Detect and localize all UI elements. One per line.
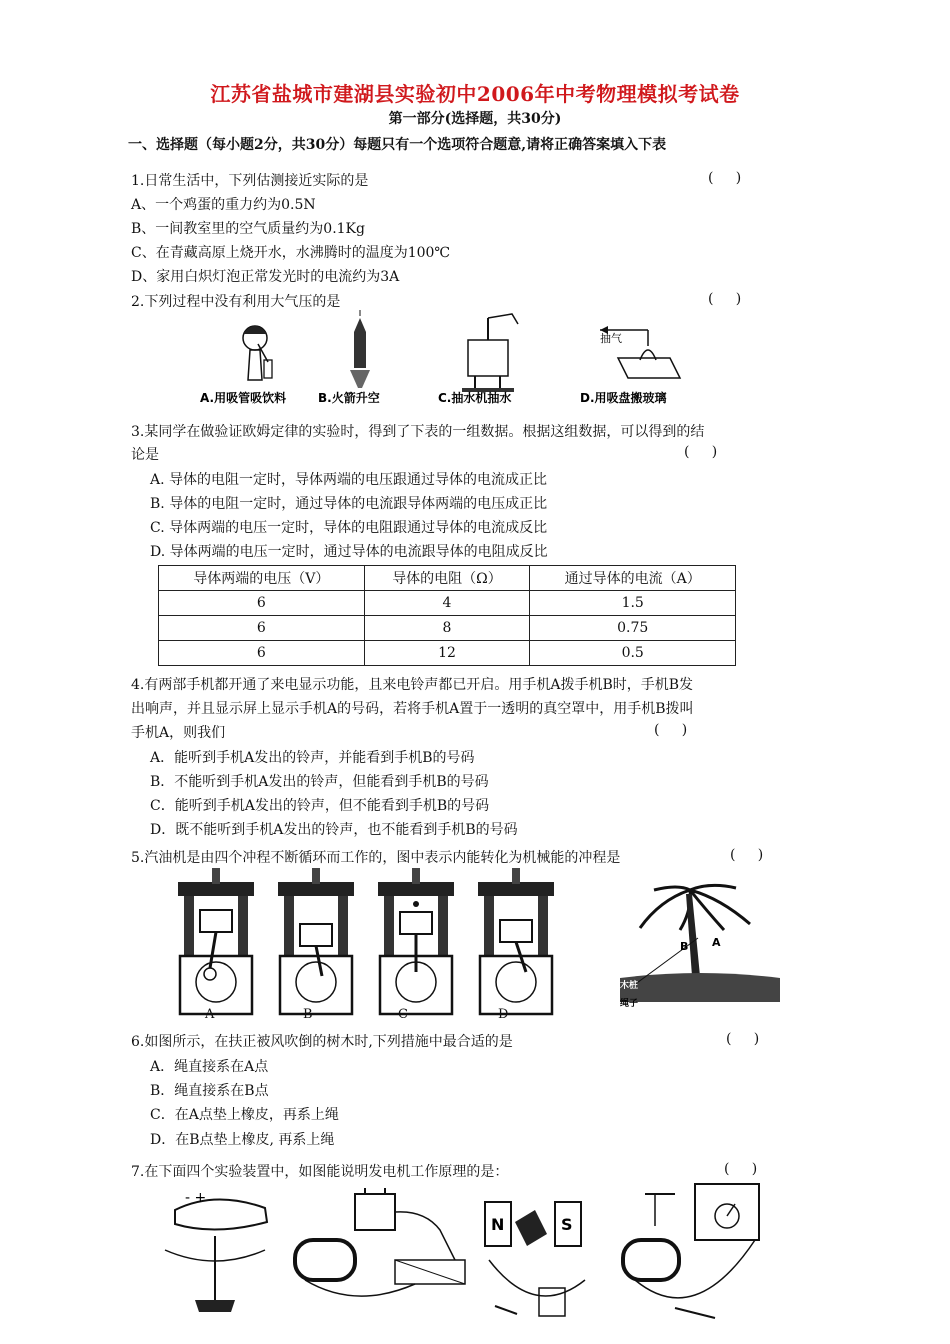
rocket-illustration bbox=[350, 310, 370, 388]
q6-answer-blank[interactable]: ( ) bbox=[726, 1031, 760, 1047]
table-row bbox=[159, 616, 736, 641]
engine-label-a: A bbox=[205, 1007, 215, 1022]
engine-label-b: B bbox=[303, 1007, 313, 1022]
q2-caption-d: D.用吸盘搬玻璃 bbox=[580, 391, 667, 405]
q3-stem-line1: 3.某同学在做验证欧姆定律的实验时，得到了下表的一组数据。根据这组数据，可以得到的结 bbox=[131, 424, 705, 440]
q2-answer-blank[interactable]: ( ) bbox=[708, 291, 742, 307]
table-cell: 1.5 bbox=[530, 591, 736, 616]
q6-stem: 6.如图所示，在扶正被风吹倒的树木时,下列措施中最合适的是 bbox=[131, 1034, 513, 1050]
part-subtitle: 第一部分(选择题，共30分) bbox=[388, 111, 562, 127]
q2-stem: 2.下列过程中没有利用大气压的是 bbox=[131, 294, 341, 310]
electrostatic-rod-illustration bbox=[165, 1190, 267, 1312]
ohm-data-table bbox=[158, 565, 736, 666]
engine-diagram-c bbox=[378, 868, 454, 1014]
q3-option-d: D. 导体两端的电压一定时，通过导体的电流跟导体的电阻成反比 bbox=[150, 544, 548, 560]
q4-stem-line2: 出响声，并且显示屏上显示手机A的号码，若将手机A置于一透明的真空罩中，用手机B拨叫 bbox=[131, 701, 694, 717]
engine-diagram-d bbox=[478, 868, 554, 1014]
q2-caption-a: A.用吸管吸饮料 bbox=[200, 391, 287, 405]
engine-label-c: C bbox=[398, 1007, 408, 1022]
q5-answer-blank[interactable]: ( ) bbox=[730, 847, 764, 863]
q1-answer-blank[interactable]: ( ) bbox=[708, 170, 742, 186]
stake-label: 木桩 bbox=[620, 981, 639, 991]
q5-stem: 5.汽油机是由四个冲程不断循环而工作的，图中表示内能转化为机械能的冲程是 bbox=[131, 850, 621, 866]
motor-circuit-illustration bbox=[295, 1188, 465, 1296]
rope-label: 绳子 bbox=[620, 999, 639, 1009]
table-cell: 0.75 bbox=[530, 616, 736, 641]
q4-option-c: C．能听到手机A发出的铃声，但不能看到手机B的号码 bbox=[150, 798, 490, 814]
table-header-row bbox=[159, 566, 736, 591]
q3-stem-line2: 论是 bbox=[131, 447, 159, 463]
q4-option-a: A．能听到手机A发出的铃声，并能看到手机B的号码 bbox=[150, 750, 475, 766]
q3-option-b: B. 导体的电阻一定时，通过导体的电流跟导体两端的电压成正比 bbox=[150, 496, 548, 512]
table-header: 导体两端的电压（V） bbox=[159, 566, 365, 591]
q6-option-a: A．绳直接系在A点 bbox=[150, 1059, 269, 1075]
q1-option-b: B、一间教室里的空气质量约为0.1Kg bbox=[131, 221, 365, 237]
point-a-label: A bbox=[712, 936, 721, 949]
q3-option-a: A. 导体的电阻一定时，导体两端的电压跟通过导体的电流成正比 bbox=[150, 472, 548, 488]
q6-option-b: B．绳直接系在B点 bbox=[150, 1083, 269, 1099]
table-row bbox=[159, 591, 736, 616]
galvanometer-circuit-illustration bbox=[623, 1184, 759, 1318]
q7-apparatus-figures bbox=[155, 1180, 775, 1330]
table-cell: 6 bbox=[159, 591, 365, 616]
table-header: 导体的电阻（Ω） bbox=[364, 566, 530, 591]
table-cell: 4 bbox=[364, 591, 530, 616]
q7-stem: 7.在下面四个实验装置中，如图能说明发电机工作原理的是： bbox=[131, 1164, 509, 1180]
q4-stem-line1: 4.有两部手机都开通了来电显示功能，且来电铃声都已开启。用手机A拨手机B时，手机B发 bbox=[131, 677, 694, 693]
exam-title: 江苏省盐城市建湖县实验初中2006年中考物理模拟考试卷 bbox=[210, 82, 740, 106]
straw-drinking-illustration bbox=[243, 326, 272, 380]
magnet-s-label: S bbox=[561, 1215, 573, 1234]
svg-text:- +: - + bbox=[185, 1190, 207, 1206]
q4-answer-blank[interactable]: ( ) bbox=[654, 722, 688, 738]
point-b-label: B bbox=[680, 940, 689, 953]
q1-stem: 1.日常生活中，下列估测接近实际的是 bbox=[131, 173, 369, 189]
section-heading: 一、选择题（每小题2分，共30分）每题只有一个选项符合题意,请将正确答案填入下表 bbox=[128, 137, 667, 153]
q1-option-c: C、在青藏高原上烧开水，水沸腾时的温度为100℃ bbox=[131, 245, 451, 261]
table-row bbox=[159, 641, 736, 666]
q4-stem-line3: 手机A，则我们 bbox=[131, 725, 226, 741]
table-cell: 8 bbox=[364, 616, 530, 641]
engine-strokes-figure bbox=[170, 864, 570, 1022]
table-cell: 12 bbox=[364, 641, 530, 666]
q4-option-d: D．既不能听到手机A发出的铃声，也不能看到手机B的号码 bbox=[150, 822, 518, 838]
magnet-n-label: N bbox=[491, 1215, 505, 1234]
q7-answer-blank[interactable]: ( ) bbox=[724, 1161, 758, 1177]
engine-label-d: D bbox=[498, 1007, 509, 1022]
q3-answer-blank[interactable]: ( ) bbox=[684, 444, 718, 460]
table-cell: 0.5 bbox=[530, 641, 736, 666]
table-cell: 6 bbox=[159, 616, 365, 641]
table-cell: 6 bbox=[159, 641, 365, 666]
q2-figures bbox=[200, 310, 700, 412]
q6-option-d: D．在B点垫上橡皮, 再系上绳 bbox=[150, 1132, 335, 1148]
q1-option-d: D、家用白炽灯泡正常发光时的电流约为3A bbox=[131, 269, 400, 285]
engine-diagram-b bbox=[278, 868, 354, 1014]
engine-diagram-a bbox=[178, 868, 254, 1014]
pump-label: 抽气 bbox=[600, 332, 622, 345]
water-pump-illustration bbox=[462, 314, 518, 392]
q3-option-c: C. 导体两端的电压一定时，导体的电阻跟通过导体的电流成反比 bbox=[150, 520, 548, 536]
q2-caption-b: B.火箭升空 bbox=[318, 391, 380, 405]
q1-option-a: A、一个鸡蛋的重力约为0.5N bbox=[131, 197, 316, 213]
fallen-tree-figure bbox=[620, 880, 780, 1010]
q4-option-b: B．不能听到手机A发出的铃声，但能看到手机B的号码 bbox=[150, 774, 489, 790]
q2-caption-c: C.抽水机抽水 bbox=[438, 391, 512, 405]
q6-option-c: C．在A点垫上橡皮，再系上绳 bbox=[150, 1107, 339, 1123]
table-header: 通过导体的电流（A） bbox=[530, 566, 736, 591]
